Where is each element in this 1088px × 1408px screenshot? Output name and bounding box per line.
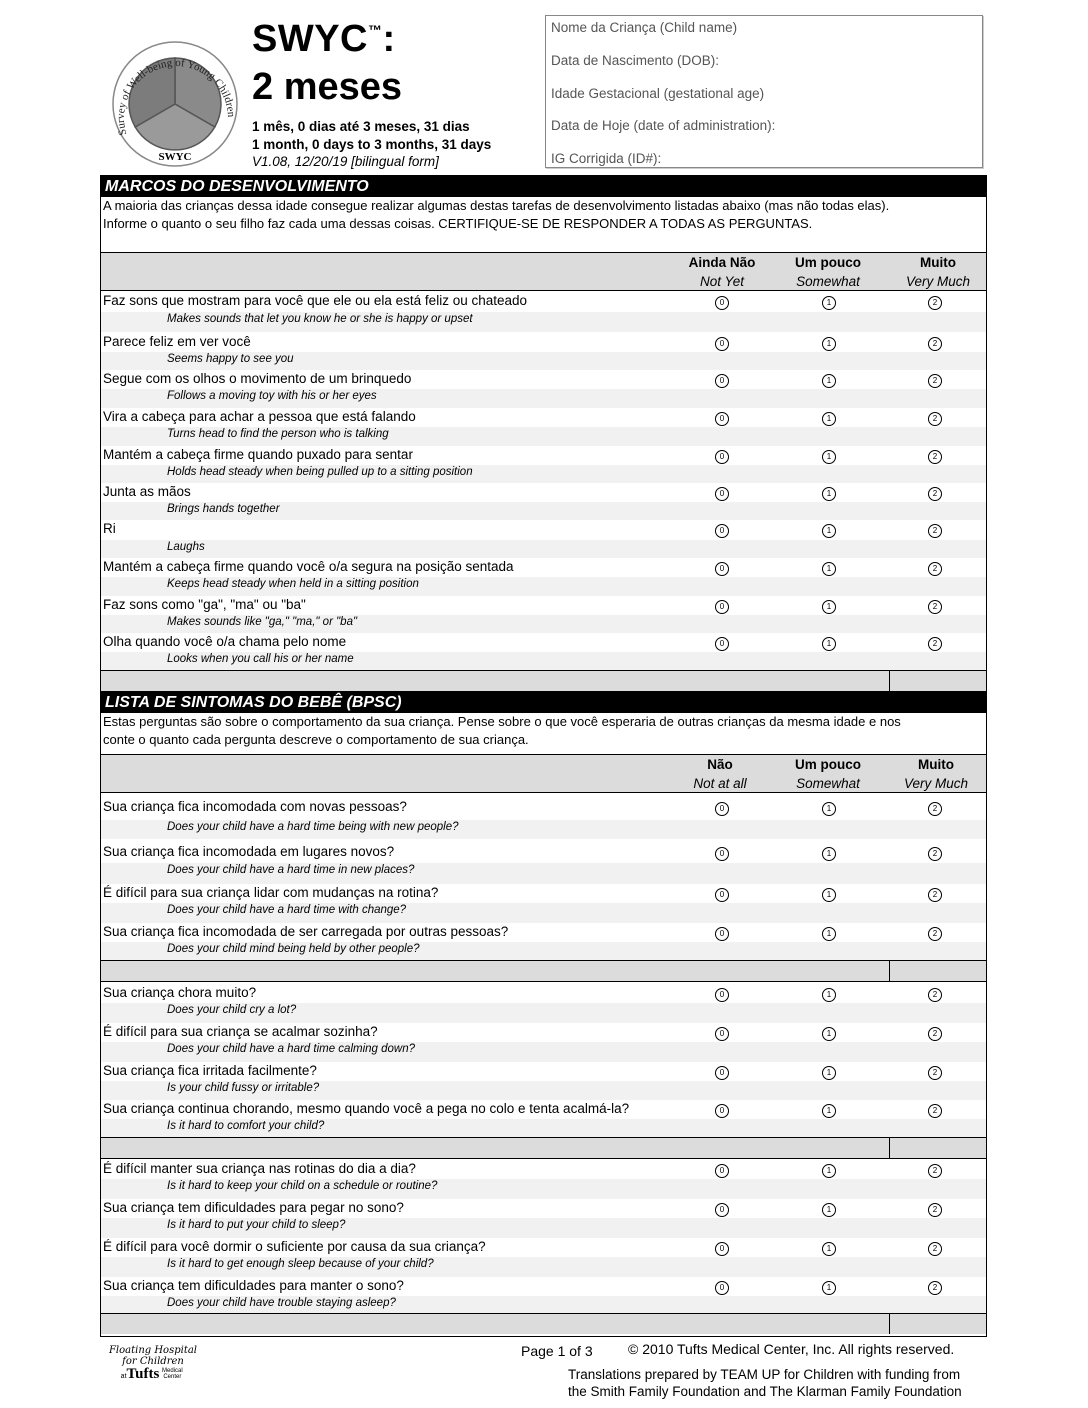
response-option-2[interactable]: 2 xyxy=(928,1066,942,1080)
response-option-1[interactable]: 1 xyxy=(822,487,836,501)
milestones-item-row xyxy=(101,334,986,370)
milestones-question-pt: Parece feliz em ver você xyxy=(103,334,251,349)
response-option-2[interactable]: 2 xyxy=(928,927,942,941)
response-option-1[interactable]: 1 xyxy=(822,1242,836,1256)
response-option-0[interactable]: 0 xyxy=(715,1104,729,1118)
milestones-item-row xyxy=(101,597,986,633)
response-option-0[interactable]: 0 xyxy=(715,374,729,388)
response-option-2[interactable]: 2 xyxy=(928,524,942,538)
response-option-1[interactable]: 1 xyxy=(822,524,836,538)
bpsc-item-row xyxy=(101,985,986,1023)
milestones-question-en: Makes sounds like "ga," "ma," or "ba" xyxy=(167,616,358,628)
bpsc-question-en: Does your child have trouble staying asleep? xyxy=(167,1297,396,1309)
translation-credit-1: Translations prepared by TEAM UP for Children with funding from xyxy=(568,1367,961,1382)
response-option-2[interactable]: 2 xyxy=(928,1203,942,1217)
milestones-intro-2: Informe o quanto o seu filho faz cada uma dessas coisas. CERTIFIQUE-SE DE RESPONDER A TODAS AS PERGUNTAS. xyxy=(103,216,813,231)
milestones-item-row xyxy=(101,559,986,596)
response-option-2[interactable]: 2 xyxy=(928,562,942,576)
bpsc-question-en: Does your child have a hard time calming down? xyxy=(167,1043,416,1055)
logo-ring-text: Survey of Well-being of Young Children xyxy=(114,56,238,137)
bpsc-question-en: Does your child cry a lot? xyxy=(167,1004,297,1016)
milestones-question-pt: Olha quando você o/a chama pelo nome xyxy=(103,634,347,649)
column-somewhat: Um pouco Somewhat xyxy=(795,757,861,791)
response-option-2[interactable]: 2 xyxy=(928,1281,942,1295)
response-option-0[interactable]: 0 xyxy=(715,1203,729,1217)
bpsc-item-row xyxy=(101,924,986,960)
bpsc-question-pt: Sua criança fica incomodada de ser carregada por outras pessoas? xyxy=(103,924,509,939)
milestones-item-row xyxy=(101,447,986,483)
column-very-much: Muito Very Much xyxy=(903,757,969,791)
bpsc-question-en: Is it hard to get enough sleep because of your child? xyxy=(167,1258,434,1270)
gestational-age-field[interactable]: Idade Gestacional (gestational age) xyxy=(551,86,765,101)
response-option-0[interactable]: 0 xyxy=(715,802,729,816)
bpsc-question-en: Does your child mind being held by other people? xyxy=(167,943,420,955)
dob-field[interactable]: Data de Nascimento (DOB): xyxy=(551,53,720,68)
bpsc-question-pt: É difícil para sua criança lidar com mudanças na rotina? xyxy=(103,885,439,900)
response-option-2[interactable]: 2 xyxy=(928,1242,942,1256)
bpsc-question-pt: Sua criança continua chorando, mesmo quando você a pega no colo e tenta acalmá-la? xyxy=(103,1101,630,1116)
response-option-1[interactable]: 1 xyxy=(822,1066,836,1080)
bpsc-question-en: Is it hard to keep your child on a schedule or routine? xyxy=(167,1180,438,1192)
response-option-2[interactable]: 2 xyxy=(928,412,942,426)
milestones-question-en: Follows a moving toy with his or her eyes xyxy=(167,390,377,402)
response-option-1[interactable]: 1 xyxy=(822,1027,836,1041)
milestones-question-en: Turns head to find the person who is talking xyxy=(167,428,389,440)
response-option-1[interactable]: 1 xyxy=(822,637,836,651)
response-option-0[interactable]: 0 xyxy=(715,1281,729,1295)
response-option-1[interactable]: 1 xyxy=(822,450,836,464)
response-option-0[interactable]: 0 xyxy=(715,1027,729,1041)
administration-date-field[interactable]: Data de Hoje (date of administration): xyxy=(551,118,776,133)
milestones-question-pt: Ri xyxy=(103,521,116,536)
milestones-score-bar xyxy=(101,670,986,692)
bpsc-question-en: Does your child have a hard time in new places? xyxy=(167,864,415,876)
response-option-2[interactable]: 2 xyxy=(928,988,942,1002)
bpsc-question-en: Is it hard to put your child to sleep? xyxy=(167,1219,346,1231)
response-option-0[interactable]: 0 xyxy=(715,888,729,902)
response-option-1[interactable]: 1 xyxy=(822,1203,836,1217)
milestones-item-row xyxy=(101,634,986,670)
response-option-1[interactable]: 1 xyxy=(822,1104,836,1118)
milestones-question-en: Laughs xyxy=(167,541,205,553)
response-option-2[interactable]: 2 xyxy=(928,1027,942,1041)
bpsc-item-row xyxy=(101,1278,986,1313)
milestones-question-pt: Vira a cabeça para achar a pessoa que está falando xyxy=(103,409,416,424)
bpsc-question-en: Is your child fussy or irritable? xyxy=(167,1082,320,1094)
milestones-item-row xyxy=(101,371,986,408)
floating-hospital-logo: Floating Hospital for Children atTufts Medical Center xyxy=(108,1345,197,1382)
response-option-1[interactable]: 1 xyxy=(822,802,836,816)
response-option-0[interactable]: 0 xyxy=(715,927,729,941)
column-not-yet: Ainda Não Not Yet xyxy=(688,255,756,289)
milestones-question-en: Holds head steady when being pulled up to a sitting position xyxy=(167,466,473,478)
bpsc-question-en: Does your child have a hard time with change? xyxy=(167,904,407,916)
swyc-logo xyxy=(106,40,244,168)
response-option-2[interactable]: 2 xyxy=(928,374,942,388)
response-option-1[interactable]: 1 xyxy=(822,337,836,351)
bpsc-item-row xyxy=(101,1161,986,1199)
milestones-question-en: Makes sounds that let you know he or she is happy or upset xyxy=(167,313,473,325)
bpsc-item-row xyxy=(101,1239,986,1277)
milestones-question-en: Brings hands together xyxy=(167,503,280,515)
milestones-question-pt: Junta as mãos xyxy=(103,484,191,499)
bpsc-question-pt: É difícil para sua criança se acalmar sozinha? xyxy=(103,1024,378,1039)
form-subtitle: 2 meses xyxy=(252,66,403,108)
response-option-2[interactable]: 2 xyxy=(928,637,942,651)
milestones-item-row xyxy=(101,409,986,446)
response-option-2[interactable]: 2 xyxy=(928,337,942,351)
age-range-en: 1 month, 0 days to 3 months, 31 days xyxy=(252,137,492,152)
response-option-1[interactable]: 1 xyxy=(822,296,836,310)
milestones-question-pt: Mantém a cabeça firme quando puxado para sentar xyxy=(103,447,413,462)
milestones-question-en: Keeps head steady when held in a sitting position xyxy=(167,578,419,590)
bpsc-intro-1: Estas perguntas são sobre o comportamento da sua criança. Pense sobre o que você esperaria de outras crianças da mesma idade e nos xyxy=(103,714,901,729)
response-option-1[interactable]: 1 xyxy=(822,562,836,576)
response-option-0[interactable]: 0 xyxy=(715,637,729,651)
bpsc-section-title: LISTA DE SINTOMAS DO BEBÊ (BPSC) xyxy=(100,692,987,713)
bpsc-item-row xyxy=(101,1101,986,1137)
bpsc-column-header xyxy=(101,754,986,793)
milestones-column-header xyxy=(101,252,986,291)
child-name-field[interactable]: Nome da Criança (Child name) xyxy=(551,20,738,35)
column-not-at-all: Não Not at all xyxy=(693,757,747,791)
milestones-question-pt: Faz sons como "ga", "ma" ou "ba" xyxy=(103,597,306,612)
bpsc-question-pt: Sua criança fica incomodada com novas pessoas? xyxy=(103,799,407,814)
bpsc-item-row xyxy=(101,1063,986,1100)
bpsc-question-pt: Sua criança chora muito? xyxy=(103,985,257,1000)
milestones-question-pt: Faz sons que mostram para você que ele ou ela está feliz ou chateado xyxy=(103,293,528,308)
response-option-0[interactable]: 0 xyxy=(715,847,729,861)
response-option-2[interactable]: 2 xyxy=(928,296,942,310)
bpsc-item-row xyxy=(101,1200,986,1238)
form-title: SWYC™: xyxy=(252,18,396,60)
bpsc-question-pt: Sua criança tem dificuldades para manter o sono? xyxy=(103,1278,404,1293)
patient-info-box xyxy=(545,15,983,168)
response-option-0[interactable]: 0 xyxy=(715,600,729,614)
bpsc-score-bar-3 xyxy=(101,1313,986,1334)
response-option-1[interactable]: 1 xyxy=(822,374,836,388)
response-option-1[interactable]: 1 xyxy=(822,927,836,941)
response-option-0[interactable]: 0 xyxy=(715,450,729,464)
bpsc-item-row xyxy=(101,844,986,884)
response-option-0[interactable]: 0 xyxy=(715,412,729,426)
bpsc-intro-2: conte o quanto cada pergunta descreve o comportamento de sua criança. xyxy=(103,732,529,747)
response-option-1[interactable]: 1 xyxy=(822,1281,836,1295)
response-option-0[interactable]: 0 xyxy=(715,988,729,1002)
response-option-1[interactable]: 1 xyxy=(822,988,836,1002)
response-option-2[interactable]: 2 xyxy=(928,1164,942,1178)
logo-text: SWYC xyxy=(158,151,192,163)
response-option-0[interactable]: 0 xyxy=(715,296,729,310)
page-number: Page 1 of 3 xyxy=(521,1343,593,1359)
milestones-question-en: Seems happy to see you xyxy=(167,353,294,365)
bpsc-question-pt: É difícil manter sua criança nas rotinas do dia a dia? xyxy=(103,1161,416,1176)
bpsc-question-pt: Sua criança fica incomodada em lugares novos? xyxy=(103,844,395,859)
bpsc-item-row xyxy=(101,885,986,923)
response-option-0[interactable]: 0 xyxy=(715,337,729,351)
bpsc-score-bar-1 xyxy=(101,960,986,982)
bpsc-item-row xyxy=(101,799,986,839)
response-option-2[interactable]: 2 xyxy=(928,802,942,816)
response-option-2[interactable]: 2 xyxy=(928,847,942,861)
column-somewhat: Um pouco Somewhat xyxy=(795,255,861,289)
copyright: © 2010 Tufts Medical Center, Inc. All rights reserved. xyxy=(628,1341,955,1357)
milestones-item-row xyxy=(101,521,986,558)
bpsc-question-pt: É difícil para você dormir o suficiente por causa da sua criança? xyxy=(103,1239,486,1254)
milestones-item-row xyxy=(101,293,986,332)
milestones-question-pt: Segue com os olhos o movimento de um brinquedo xyxy=(103,371,412,386)
milestones-intro-1: A maioria das crianças dessa idade consegue realizar algumas destas tarefas de desenvolvimento listadas abaixo (mas não todas elas). xyxy=(103,198,890,213)
column-very-much: Muito Very Much xyxy=(905,255,971,289)
response-option-1[interactable]: 1 xyxy=(822,600,836,614)
bpsc-question-en: Does your child have a hard time being with new people? xyxy=(167,821,459,833)
response-option-1[interactable]: 1 xyxy=(822,847,836,861)
response-option-2[interactable]: 2 xyxy=(928,600,942,614)
bpsc-question-pt: Sua criança tem dificuldades para pegar no sono? xyxy=(103,1200,404,1215)
milestones-question-pt: Mantém a cabeça firme quando você o/a segura na posição sentada xyxy=(103,559,514,574)
response-option-0[interactable]: 0 xyxy=(715,1242,729,1256)
translation-credit-2: the Smith Family Foundation and The Klarman Family Foundation xyxy=(568,1384,962,1399)
response-option-1[interactable]: 1 xyxy=(822,1164,836,1178)
response-option-1[interactable]: 1 xyxy=(822,888,836,902)
age-range-pt: 1 mês, 0 dias até 3 meses, 31 dias xyxy=(252,119,470,134)
corrected-age-field[interactable]: IG Corrigida (ID#): xyxy=(551,151,662,166)
milestones-item-row xyxy=(101,484,986,520)
bpsc-question-en: Is it hard to comfort your child? xyxy=(167,1120,325,1132)
response-option-0[interactable]: 0 xyxy=(715,1164,729,1178)
response-option-2[interactable]: 2 xyxy=(928,1104,942,1118)
response-option-0[interactable]: 0 xyxy=(715,562,729,576)
version-label: V1.08, 12/20/19 [bilingual form] xyxy=(252,154,439,169)
bpsc-item-row xyxy=(101,1024,986,1062)
milestones-question-en: Looks when you call his or her name xyxy=(167,653,354,665)
response-option-0[interactable]: 0 xyxy=(715,487,729,501)
response-option-2[interactable]: 2 xyxy=(928,450,942,464)
milestones-section-title: MARCOS DO DESENVOLVIMENTO xyxy=(100,176,987,197)
response-option-1[interactable]: 1 xyxy=(822,412,836,426)
bpsc-question-pt: Sua criança fica irritada facilmente? xyxy=(103,1063,317,1078)
bpsc-score-bar-2 xyxy=(101,1137,986,1159)
response-option-0[interactable]: 0 xyxy=(715,1066,729,1080)
response-option-2[interactable]: 2 xyxy=(928,487,942,501)
response-option-2[interactable]: 2 xyxy=(928,888,942,902)
response-option-0[interactable]: 0 xyxy=(715,524,729,538)
